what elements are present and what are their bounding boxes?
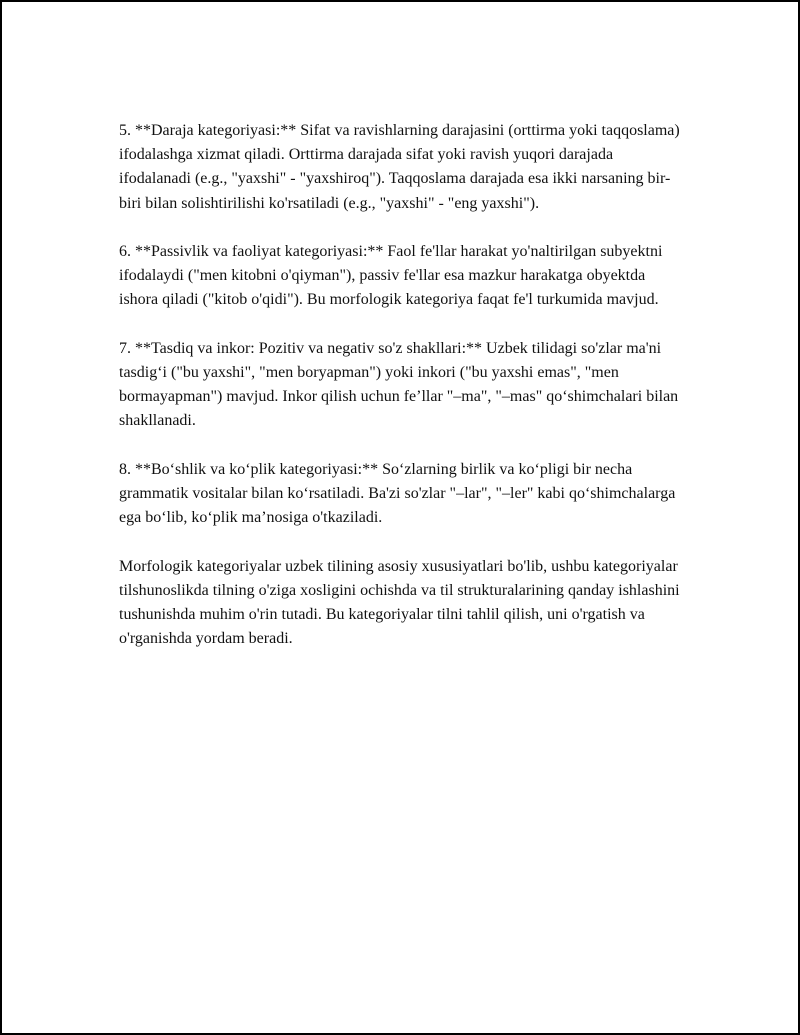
paragraph-conclusion: Morfologik kategoriyalar uzbek tilining asosiy xususiyatlari bo'lib, ushbu kategoriyalar tilshunoslikda tilning o'ziga xosligini ochishda va til strukturalarining qanday ishlashini tushunishda muhim o'rin tutadi. Bu kategoriyalar tilni tahlil qilish, uni o'rgatish va o'rganishda yordam beradi. [119,557,680,648]
paragraph-boshlik-va-koplik: 8. **Bo‘shlik va ko‘plik kategoriyasi:** So‘zlarning birlik va ko‘pligi bir necha grammatik vositalar bilan ko‘rsatiladi. Ba'zi so'zlar "–lar", "–ler" kabi qo‘shimchalarga ega bo‘lib, ko‘plik ma’nosiga o'tkaziladi. [119,460,676,527]
paragraph-passivlik-va-faoliyat: 6. **Passivlik va faoliyat kategoriyasi:** Faol fe'llar harakat yo'naltirilgan subyektni ifodalaydi ("men kitobni o'qiyman"), passiv fe'llar esa mazkur harakatga obyektda ishora qiladi ("kitob o'qidi"). Bu morfologik kategoriya faqat fe'l turkumida mavjud. [119,243,663,309]
document-body [119,119,687,676]
paragraph-daraja-kategoriyasi: 5. **Daraja kategoriyasi:** Sifat va ravishlarning darajasini (orttirma yoki taqqoslama) ifodalashga xizmat qiladi. Orttirma darajada sifat yoki ravish yuqori darajada ifodalanadi (e.g., "yaxshi" - "yaxshiroq"). Taqqoslama darajada esa ikki narsaning bir-biri bilan solishtirilishi ko'rsatiladi (e.g., "yaxshi" - "eng yaxshi"). [119,122,680,212]
paragraph-tasdiq-va-inkor: 7. **Tasdiq va inkor: Pozitiv va negativ so'z shakllari:** Uzbek tilidagi so'zlar ma'ni tasdig‘i ("bu yaxshi", "men boryapman") yoki inkori ("bu yaxshi emas", "men bormayapman") mavjud. Inkor qilish uchun fe’llar "–ma", "–mas" qo‘shimchalari bilan shakllanadi. [119,339,679,430]
